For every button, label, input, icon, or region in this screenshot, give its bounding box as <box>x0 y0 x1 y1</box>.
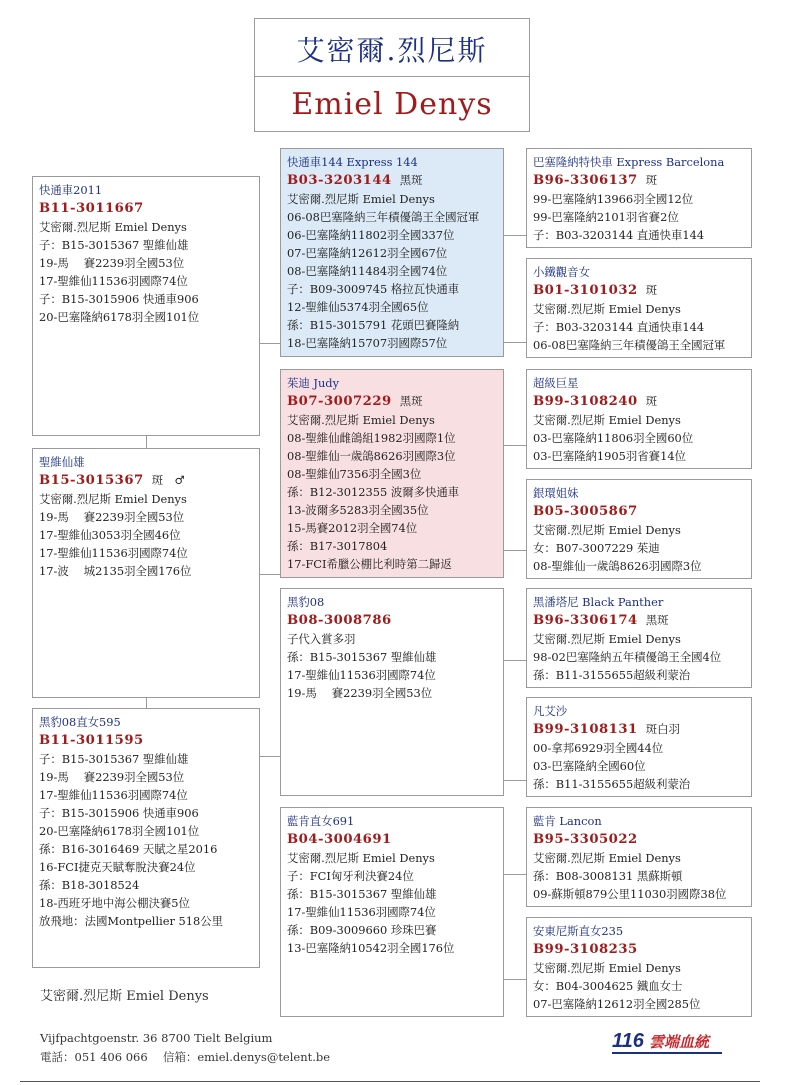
detail-line: 子：FCI匈牙利決賽24位 <box>287 869 414 883</box>
detail-line: 20-巴塞隆納6178羽全國101位 <box>39 310 200 324</box>
pigeon-card-gs2 <box>526 369 752 469</box>
ring-number: B95-3305022 <box>533 832 638 847</box>
pigeon-name: 藍肯直女691 <box>287 814 355 828</box>
pigeon-card-gd4 <box>526 917 752 1017</box>
detail-line: 08-聖維仙一歲鴿8626羽國際3位 <box>287 449 456 463</box>
pigeon-color: 黑斑 <box>645 613 669 627</box>
detail-line: 子：B15-3015367 聖維仙雄 <box>39 752 189 766</box>
ring-number: B01-3101032 斑 <box>533 283 658 298</box>
pigeon-card-sire <box>280 148 504 357</box>
pigeon-card-subject-c <box>32 708 260 968</box>
detail-line: 13-巴塞隆納10542羽全國176位 <box>287 941 455 955</box>
ring-number: B11-3011595 <box>39 733 144 748</box>
footer-breeder-name: 艾密爾.烈尼斯 Emiel Denys <box>40 989 209 1004</box>
detail-line: 17-FCI希臘公棚比利時第二歸返 <box>287 557 452 571</box>
detail-line: 子：B03-3203144 直通快車144 <box>533 320 705 334</box>
title-box <box>254 18 530 132</box>
pigeon-name: 黑豹08 <box>287 595 325 609</box>
detail-line: 17-聖維仙11536羽國際74位 <box>287 905 436 919</box>
detail-line: 07-巴塞隆納12612羽全國67位 <box>287 246 448 260</box>
detail-line: 孫：B11-3155655超級利蒙治 <box>533 777 691 791</box>
detail-line: 06-08巴塞隆納三年積優鴿王全國冠軍 <box>533 338 726 352</box>
pigeon-name: 黑豹08直女595 <box>39 715 121 729</box>
connector-subject-vertical-2 <box>146 698 147 708</box>
detail-line: 08-聖維仙一歲鴿8626羽國際3位 <box>533 559 702 573</box>
pigeon-name: 凡艾沙 <box>533 704 568 718</box>
detail-line: 08-聖維仙7356羽全國3位 <box>287 467 422 481</box>
ring-number: B07-3007229 黑斑 <box>287 394 423 409</box>
detail-line: 03-巴塞隆納11806羽全國60位 <box>533 431 694 445</box>
connector-sire-gs1 <box>504 235 526 236</box>
detail-line: 13-波爾多5283羽全國35位 <box>287 503 429 517</box>
detail-line: 17-聖維仙11536羽國際74位 <box>287 668 436 682</box>
pigeon-color: 黑斑 <box>399 173 423 187</box>
detail-line: 07-巴塞隆納12612羽全國285位 <box>533 997 701 1011</box>
pigeon-card-gd3 <box>526 697 752 797</box>
detail-line: 孫：B12-3012355 波爾多快通車 <box>287 485 460 499</box>
detail-line: 艾密爾.烈尼斯 Emiel Denys <box>39 220 187 234</box>
detail-line: 艾密爾.烈尼斯 Emiel Denys <box>287 192 435 206</box>
pigeon-name: 銀環姐妹 <box>533 486 579 500</box>
detail-line: 00-拿邦6929羽全國44位 <box>533 741 664 755</box>
ring-number: B99-3108131 斑白羽 <box>533 722 680 737</box>
pigeon-card-gs4 <box>526 807 752 907</box>
pigeon-card-gs1 <box>526 148 752 248</box>
pigeon-card-subject-b <box>32 448 260 698</box>
ring-number: B05-3005867 <box>533 504 638 519</box>
detail-line: 孫：B16-3016469 天賦之星2016 <box>39 842 218 856</box>
connector-subject-c <box>260 756 280 757</box>
detail-line: 孫：B15-3015791 花頭巴賽隆納 <box>287 318 460 332</box>
detail-line: 艾密爾.烈尼斯 Emiel Denys <box>287 413 435 427</box>
pigeon-name: 小鐵觀音女 <box>533 265 590 279</box>
detail-line: 99-巴塞隆納2101羽省賽2位 <box>533 210 679 224</box>
pigeon-card-gd2 <box>526 479 752 579</box>
pigeon-card-subject-a <box>32 176 260 436</box>
detail-line: 03-巴塞隆納1905羽省賽14位 <box>533 449 686 463</box>
detail-line: 06-巴塞隆納11802羽全國337位 <box>287 228 455 242</box>
pigeon-name: 黑潘塔尼 Black Panther <box>533 595 664 609</box>
logo-number: 116 <box>612 1030 644 1052</box>
ring-number: B04-3004691 <box>287 832 392 847</box>
pigeon-card-dam <box>280 369 504 578</box>
ring-number: B08-3008786 <box>287 613 392 628</box>
detail-line: 20-巴塞隆納6178羽全國101位 <box>39 824 200 838</box>
detail-line: 17-聖維仙11536羽國際74位 <box>39 274 188 288</box>
pigeon-card-sire2 <box>280 588 504 796</box>
ring-number: B96-3306174 黑斑 <box>533 613 669 628</box>
detail-line: 08-巴塞隆納11484羽全國74位 <box>287 264 448 278</box>
footer-address: Vijfpachtgoenstr. 36 8700 Tielt Belgium <box>40 1031 273 1045</box>
detail-line: 子：B15-3015367 聖維仙雄 <box>39 238 189 252</box>
detail-line: 艾密爾.烈尼斯 Emiel Denys <box>533 413 681 427</box>
ring-number: B96-3306137 斑 <box>533 173 658 188</box>
pigeon-color: 斑 <box>645 173 658 187</box>
detail-line: 子：B15-3015906 快通車906 <box>39 292 199 306</box>
detail-line: 子代入賞多羽 <box>287 632 356 646</box>
detail-line: 孫：B15-3015367 聖維仙雄 <box>287 650 437 664</box>
ring-number: B15-3015367 斑 ♂ <box>39 473 185 488</box>
connector-dam-gd2 <box>504 550 526 551</box>
detail-line: 子：B03-3203144 直通快車144 <box>533 228 705 242</box>
pigeon-name: 聖維仙雄 <box>39 455 85 469</box>
detail-line: 06-08巴塞隆納三年積優鴿王全國冠軍 <box>287 210 480 224</box>
detail-line: 孫：B17-3017804 <box>287 539 388 553</box>
logo-text: 雲端血統 <box>648 1033 709 1051</box>
detail-line: 19-馬 賽2239羽全國53位 <box>39 510 185 524</box>
pigeon-name: 安東尼斯直女235 <box>533 924 624 938</box>
connector-subject-a <box>260 343 280 344</box>
detail-line: 17-聖維仙3053羽全國46位 <box>39 528 181 542</box>
connector-dam2-gd4 <box>504 979 526 980</box>
pigeon-name: 快通車144 Express 144 <box>287 155 418 169</box>
page-bottom-rule <box>20 1081 760 1082</box>
detail-line: 艾密爾.烈尼斯 Emiel Denys <box>39 492 187 506</box>
detail-line: 孫：B11-3155655超級利蒙治 <box>533 668 691 682</box>
logo-underline <box>612 1052 722 1054</box>
pigeon-card-dam2 <box>280 807 504 1017</box>
detail-line: 18-西班牙地中海公棚決賽5位 <box>39 896 190 910</box>
pigeon-color: 斑 <box>645 283 658 297</box>
detail-line: 孫：B09-3009660 珍珠巴賽 <box>287 923 437 937</box>
detail-line: 女：B07-3007229 茱迪 <box>533 541 660 555</box>
pigeon-card-gd1 <box>526 258 752 358</box>
connector-dam2-gs4 <box>504 874 526 875</box>
pigeon-color: 黑斑 <box>399 394 423 408</box>
footer-contact: 電話：051 406 066 信箱：emiel.denys@telent.be <box>40 1050 331 1064</box>
detail-line: 98-02巴塞隆納五年積優鴿王全國4位 <box>533 650 722 664</box>
pigeon-name: 超級巨星 <box>533 376 579 390</box>
ring-number: B99-3108235 <box>533 942 638 957</box>
detail-line: 03-巴塞隆納全國60位 <box>533 759 646 773</box>
detail-line: 15-馬賽2012羽全國74位 <box>287 521 418 535</box>
breeder-name-chinese: 艾密爾.烈尼斯 <box>296 34 488 67</box>
detail-line: 08-聖維仙雌鴿組1982羽國際1位 <box>287 431 456 445</box>
connector-subject-vertical-1 <box>146 436 147 448</box>
title-divider <box>255 76 529 77</box>
connector-sire2-gd3 <box>504 780 526 781</box>
detail-line: 艾密爾.烈尼斯 Emiel Denys <box>533 523 681 537</box>
brand-logo <box>612 1030 709 1053</box>
ring-number: B03-3203144 黑斑 <box>287 173 423 188</box>
pigeon-name: 巴塞隆納特快車 Express Barcelona <box>533 155 725 169</box>
connector-sire-gd1 <box>504 342 526 343</box>
connector-dam-gs2 <box>504 445 526 446</box>
detail-line: 子：B09-3009745 格拉瓦快通車 <box>287 282 460 296</box>
detail-line: 17-聖維仙11536羽國際74位 <box>39 788 188 802</box>
detail-line: 19-馬 賽2239羽全國53位 <box>287 686 433 700</box>
pigeon-color: 斑 <box>645 394 658 408</box>
detail-line: 艾密爾.烈尼斯 Emiel Denys <box>287 851 435 865</box>
detail-line: 17-聖維仙11536羽國際74位 <box>39 546 188 560</box>
detail-line: 18-巴塞隆納15707羽國際57位 <box>287 336 448 350</box>
pigeon-color: 斑 ♂ <box>151 473 185 487</box>
detail-line: 12-聖維仙5374羽全國65位 <box>287 300 429 314</box>
detail-line: 艾密爾.烈尼斯 Emiel Denys <box>533 632 681 646</box>
pigeon-name: 快通車2011 <box>39 183 103 197</box>
ring-number: B11-3011667 <box>39 201 144 216</box>
pigeon-color: 斑白羽 <box>645 722 680 736</box>
ring-number: B99-3108240 斑 <box>533 394 658 409</box>
detail-line: 子：B15-3015906 快通車906 <box>39 806 199 820</box>
detail-line: 99-巴塞隆納13966羽全國12位 <box>533 192 694 206</box>
detail-line: 放飛地：法國Montpellier 518公里 <box>39 914 224 928</box>
pigeon-card-gs3 <box>526 588 752 688</box>
connector-sire2-gs3 <box>504 660 526 661</box>
detail-line: 16-FCI捷克天賦奪脫決賽24位 <box>39 860 196 874</box>
detail-line: 孫：B18-3018524 <box>39 878 140 892</box>
detail-line: 19-馬 賽2239羽全國53位 <box>39 770 185 784</box>
detail-line: 孫：B15-3015367 聖維仙雄 <box>287 887 437 901</box>
detail-line: 艾密爾.烈尼斯 Emiel Denys <box>533 961 681 975</box>
detail-line: 艾密爾.烈尼斯 Emiel Denys <box>533 851 681 865</box>
pigeon-name: 藍肯 Lancon <box>533 814 602 828</box>
detail-line: 艾密爾.烈尼斯 Emiel Denys <box>533 302 681 316</box>
detail-line: 19-馬 賽2239羽全國53位 <box>39 256 185 270</box>
detail-line: 17-波 城2135羽全國176位 <box>39 564 192 578</box>
breeder-name-english: Emiel Denys <box>291 87 493 122</box>
detail-line: 孫：B08-3008131 黑蘇斯頓 <box>533 869 683 883</box>
detail-line: 女：B04-3004625 鐵血女士 <box>533 979 683 993</box>
pigeon-name: 茱迪 Judy <box>287 376 340 390</box>
connector-subject-b <box>260 574 280 575</box>
detail-line: 09-蘇斯頓879公里11030羽國際38位 <box>533 887 727 901</box>
